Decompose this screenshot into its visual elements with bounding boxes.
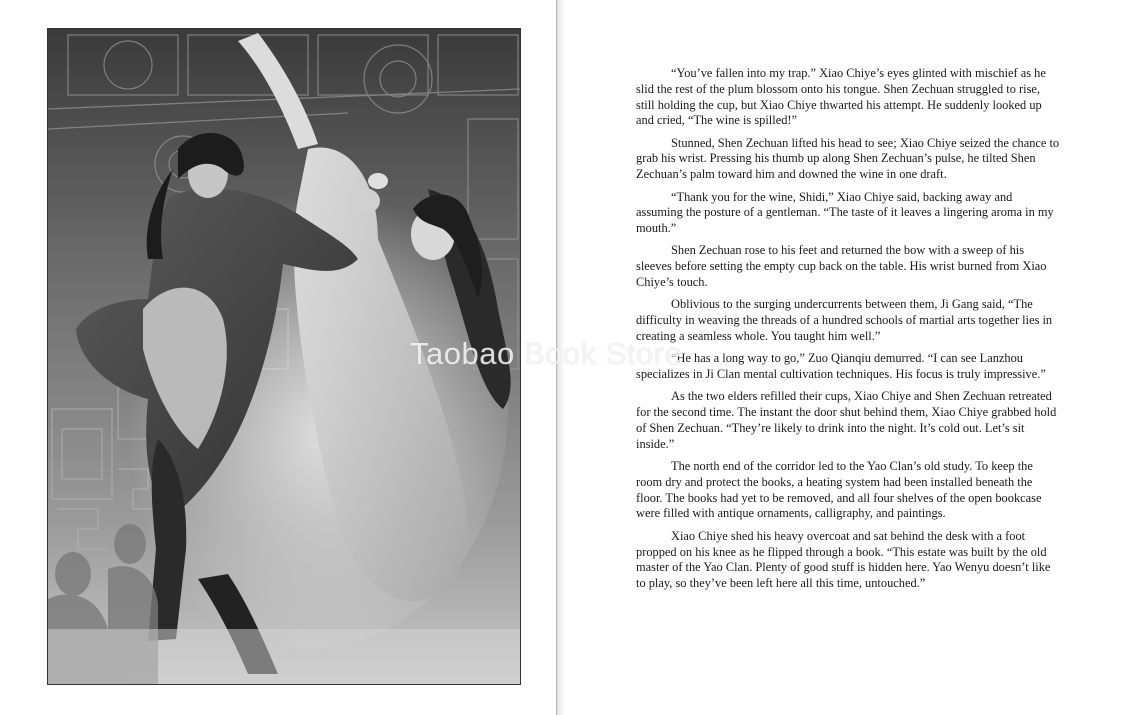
page-gutter-line — [556, 0, 557, 715]
text-body — [636, 66, 1061, 598]
right-page — [566, 0, 1121, 715]
left-page — [0, 0, 556, 715]
illustration — [47, 28, 521, 685]
paragraph: “You’ve fallen into my trap.” Xiao Chiye’s eyes glinted with mischief as he slid the rest of the plum blossom onto his tongue. Shen Zechuan struggled to rise, still holding the cup, but Xiao Chiye thwarted his attempt. He suddenly looked up and cried, “The wine is spilled!” — [636, 66, 1046, 128]
paragraph: Oblivious to the surging undercurrents between them, Ji Gang said, “The difficulty in weaving the threads of a hundred schools of martial arts together lies in creating a seamless whole. You taught him well.” — [636, 297, 1053, 343]
watermark: Taobao Book Store — [410, 336, 683, 371]
paragraph: “Thank you for the wine, Shidi,” Xiao Chiye said, backing away and assuming the posture of a gentleman. “The taste of it leaves a lingering aroma in my mouth.” — [636, 189, 1054, 236]
paragraph: Stunned, Shen Zechuan lifted his head to see; Xiao Chiye seized the chance to grab his wrist. Pressing his thumb up along Shen Zechuan’s pulse, he tilted Shen Zechuan’s palm toward him and downed the wine in one draft. — [636, 135, 1060, 182]
paragraph: “He has a long way to go,” Zuo Qianqiu demurred. “I can see Lanzhou specializes in Ji Clan mental cultivation techniques. His focus is truly impressive.” — [636, 351, 1046, 382]
paragraph: As the two elders refilled their cups, Xiao Chiye and Shen Zechuan retreated for the second time. The instant the door shut behind them, Xiao Chiye grabbed hold of Shen Zechuan. “They’re likely to drink into the night. It’s cold out. Let’s sit inside.” — [636, 389, 1057, 451]
page-gutter — [556, 0, 566, 715]
paragraph: Shen Zechuan rose to his feet and returned the bow with a sweep of his sleeves before setting the empty cup back on the table. His wrist burned from Xiao Chiye’s touch. — [636, 243, 1047, 290]
paragraph: The north end of the corridor led to the Yao Clan’s old study. To keep the room dry and protect the books, a heating system had been installed beneath the floor. The books had yet to be removed, and all four shelves of the open bookcase were filled with antique ornaments, calligraphy, and paintings. — [636, 459, 1042, 521]
paragraph: Xiao Chiye shed his heavy overcoat and sat behind the desk with a foot propped on his knee as he flipped through a book. “This estate was built by the old master of the Yao Clan. Plenty of good stuff is hidden here. Yao Wenyu doesn’t like to play, so they’ve been left here all this time, untouched.” — [636, 528, 1051, 591]
